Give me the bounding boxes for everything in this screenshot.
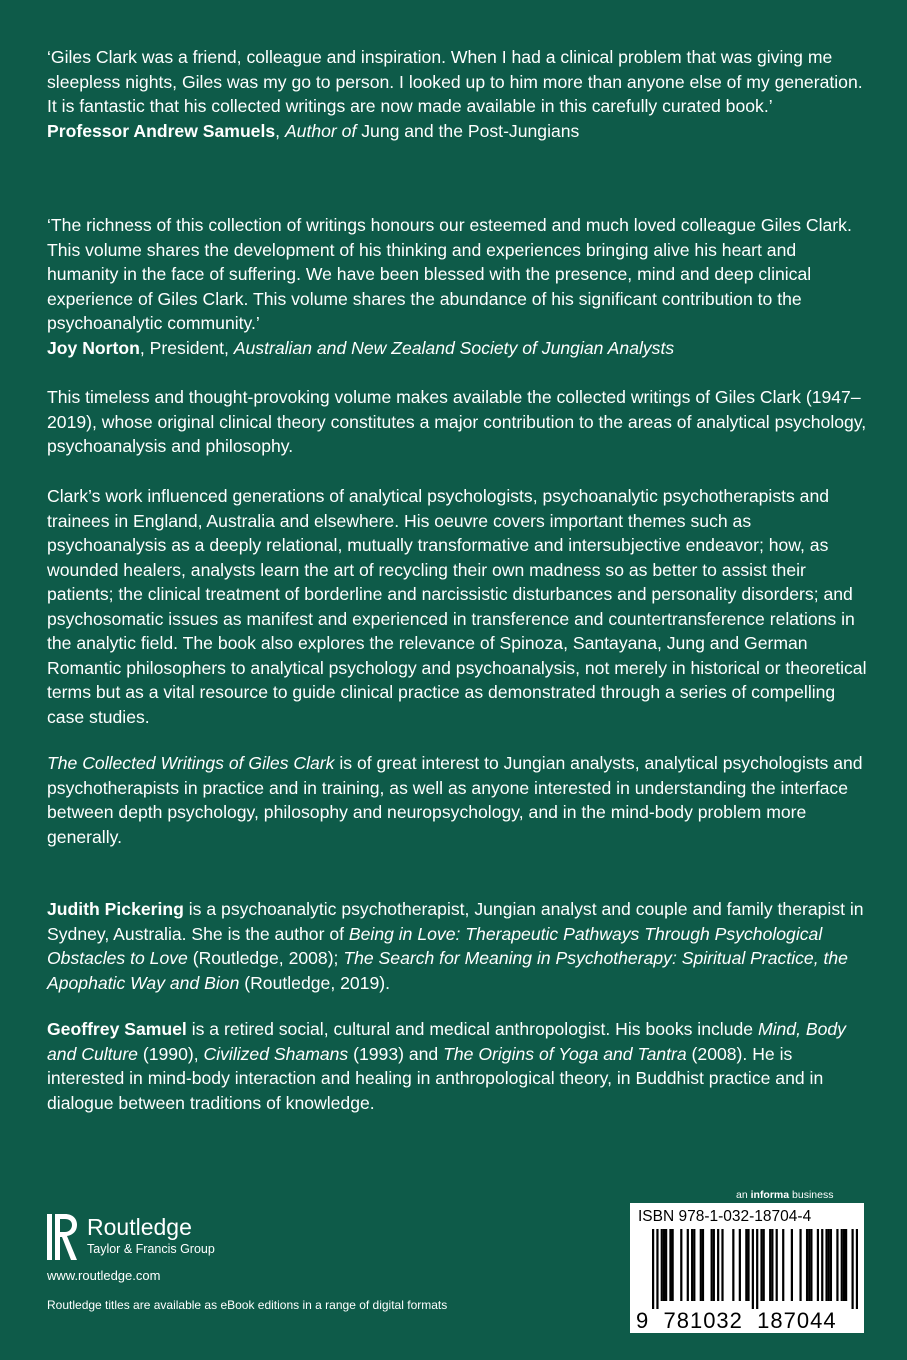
endorser-name: Joy Norton [47,337,140,358]
barcode-bar [721,1229,723,1301]
barcode-bar [791,1229,793,1301]
barcode-bar [700,1229,702,1301]
bio-book-title: Mind, Body and Culture [47,1019,846,1064]
barcode-bar [830,1229,832,1301]
barcode-bar [828,1229,830,1301]
informa-text: business [789,1189,834,1201]
endorser-name: Professor Andrew Samuels [47,120,276,141]
bio-text: (Routledge, 2008); [187,948,344,968]
publisher-logo [47,1212,267,1264]
barcode-bar [665,1229,667,1301]
informa-brand: informa [750,1189,790,1201]
barcode-bar [845,1229,847,1301]
ean-digits [636,1309,837,1333]
barcode-bar [806,1229,808,1301]
bio-text: is a retired social, cultural and medical anthropologist. His books include [186,1019,758,1039]
barcode-bar [808,1229,810,1301]
barcode-bar [672,1229,674,1301]
bio-book-title: Civilized Shamans [203,1043,349,1064]
barcode-bar [739,1229,741,1301]
isbn-label: ISBN 978-1-032-18704-4 [638,1208,812,1225]
barcode-bar [771,1229,773,1301]
endorser-book: Jung and the Post-Jungians [361,120,580,141]
bio-samuel [47,1017,867,1115]
barcode-bar [663,1229,665,1301]
endorsement-quote: ‘Giles Clark was a friend, colleague and inspiration. When I had a clinical problem that was giving me sleepless nights, Giles was my go to person. I looked up to him more than anyone else of my generation. It is fantastic that his collected writings are now made available in this carefully curated book.’ [47,47,863,116]
barcode-bar [652,1229,654,1309]
barcode-bar [782,1229,784,1301]
bio-text: (1990), [137,1043,204,1064]
bio-book-title: Being in Love: Therapeutic Pathways Through Psychological Obstacles to Love [47,923,823,968]
bio-book-title: The Search for Meaning in Psychotherapy: Spiritual Practice, the Apophatic Way and Bion [47,948,848,993]
barcode-bar [817,1229,819,1301]
barcode-bar [702,1229,704,1301]
endorsement-norton: ‘The richness of this collection of writings honours our esteemed and much loved colleague Giles Clark. This volume shares the development of his thinking and experiences bringing alive his heart and humanity in the face of suffering. We have been blessed with the presence, mind and deep clinical experience of Giles Clark. This volume shares the abundance of his significant contribution to the psychoanalytic community.’ Joy Norton, President, Australian and New Zealand Society of Jungian Analysts [47,215,852,358]
bio-pickering [47,897,867,995]
barcode-bar [851,1229,853,1309]
barcode-bar [769,1229,771,1301]
author-name: Judith Pickering [47,899,184,919]
publisher-group: Taylor & Francis Group [87,1242,215,1256]
barcode-bar [745,1229,747,1301]
endorsement-samuels: ‘Giles Clark was a friend, colleague and inspiration. When I had a clinical problem that was giving me sleepless nights, Giles was my go to person. I looked up to him more than anyone else of my generation. It is fantastic that his collected writings are now made available in this carefully curated book.’ Professor Andrew Samuels, Author of Jung and the Post-Jungians [47,47,863,141]
description-text: is of great interest to Jungian analysts, analytical psychologists and psychotherapists in practice and in training, as well as anyone interested in understanding the interface between depth psychology, philosophy and neuropsychology, and in the mind-body problem more generally. [47,753,863,847]
barcode-bar [756,1229,758,1309]
barcode-bar [821,1229,823,1301]
barcode-bar [669,1229,671,1301]
bio-text: is a psychoanalytic psychotherapist, Jungian analyst and couple and family therapist in Sydney, Australia. She is the author of [47,899,864,944]
endorser-organization: Australian and New Zealand Society of Jungian Analysts [233,337,675,358]
endorsement-quote: ‘The richness of this collection of writings honours our esteemed and much loved colleague Giles Clark. This volume shares the development of his thinking and experiences bringing alive his heart and humanity in the face of suffering. We have been blessed with the presence, mind and deep clinical experience of Giles Clark. This volume shares the abundance of his significant contribution to the psychoanalytic community.’ [47,215,852,333]
informa-text: an [736,1189,751,1201]
description-paragraph-3 [47,751,867,849]
isbn-barcode [630,1203,864,1333]
ean-right-group: 187044 [757,1308,837,1333]
barcode-bar [717,1229,719,1301]
bio-text: (2008). He is interested in mind-body interaction and healing in anthropological theory, in Buddhist practice and in dialogue between traditions of knowledge. [47,1043,824,1113]
barcode-bar [747,1229,749,1301]
barcode-bar [713,1229,715,1301]
barcode-bar [776,1229,778,1301]
publisher-name: Routledge [87,1214,192,1240]
barcode-bar [732,1229,734,1301]
author-name: Geoffrey Samuel [47,1019,187,1039]
bio-text: (Routledge, 2019). [239,972,390,993]
endorser-role: President, [149,337,229,358]
description-paragraph-2: Clark’s work influenced generations of analytical psychologists, psychoanalytic psychotherapists and trainees in England, Australia and elsewhere. His oeuvre covers important themes such as psychoanalysis as a deeply relational, mutually transformative and intersubjective endeavor; how, as wounded healers, analysts learn the art of recycling their own madness so as better to assist their patients; the clinical treatment of borderline and narcissistic disturbances and personality disorders; and psychosomatic issues as manifest and experienced in transference and countertransference relations in the analytic field. The book also explores the relevance of Spinoza, Santayana, Jung and German Romantic philosophers to analytical psychology and psychoanalysis, not merely in historical or theoretical terms but as a vital resource to guide clinical practice as demonstrated through a series of compelling case studies. [47,486,867,727]
barcode-bar [810,1229,812,1301]
barcode-bar [691,1229,693,1301]
ean-left-group: 781032 [663,1308,743,1333]
barcode-bar [711,1229,713,1301]
barcode-bar [656,1229,658,1309]
barcode-bar [836,1229,838,1301]
barcode-bar [680,1229,682,1301]
barcode-bar [760,1229,762,1301]
barcode-bar [825,1229,827,1301]
bio-text: (1993) and [348,1043,444,1064]
routledge-r-icon [47,1212,79,1262]
barcode-bar [693,1229,695,1301]
barcode-bar [752,1229,754,1309]
book-title: The Collected Writings of Giles Clark [47,753,335,773]
barcode-bars [638,1229,858,1309]
publisher-website[interactable]: www.routledge.com [47,1268,161,1283]
bio-book-title: The Origins of Yoga and Tantra [443,1043,687,1064]
endorser-role: Author of [284,120,357,141]
ebook-note: Routledge titles are available as eBook editions in a range of digital formats [47,1298,448,1312]
barcode-bar [843,1229,845,1301]
barcode-bar [661,1229,663,1301]
barcode-bar [856,1229,858,1309]
barcode-bar [687,1229,689,1301]
barcode-bar [841,1229,843,1301]
ean-first-digit: 9 [636,1308,650,1333]
barcode-bar [799,1229,801,1301]
informa-business-label [736,1189,833,1202]
barcode-bar [763,1229,765,1301]
description-paragraph-1: This timeless and thought-provoking volume makes available the collected writings of Giles Clark (1947–2019), whose original clinical theory constitutes a major contribution to the areas of analytical psychology, psychoanalysis and philosophy. [47,387,867,456]
